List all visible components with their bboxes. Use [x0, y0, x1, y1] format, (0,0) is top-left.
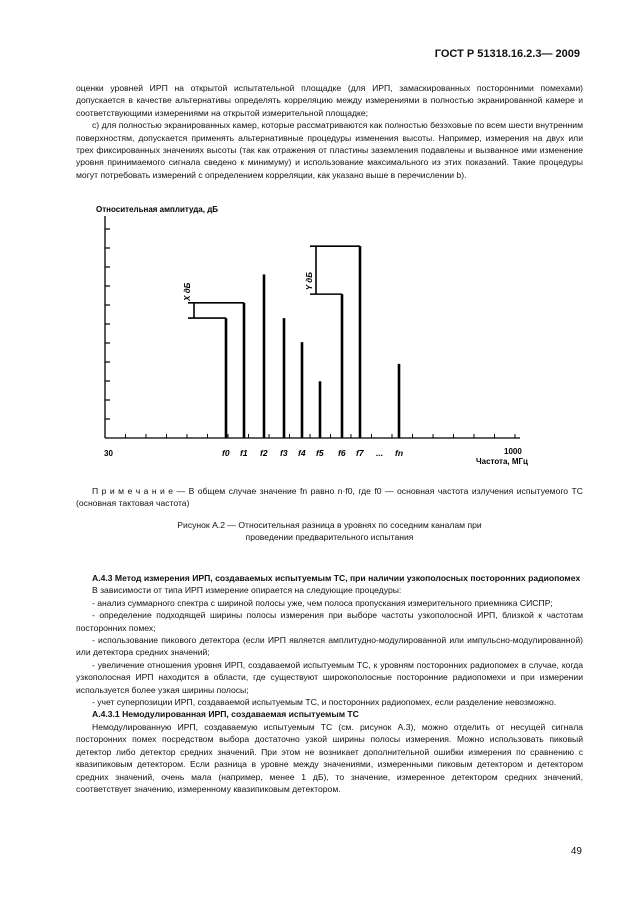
frequency-label: f5 — [316, 448, 324, 458]
paragraph: оценки уровней ИРП на открытой испытательной площадке (для ИРП, замаскированных посторонними помехами) допускается в качестве альтернативы определять корреляцию между измерениями в полностью экранированной камере и соответствующими измерениями на открытой измерительной площадке; — [76, 83, 583, 118]
top-text-block — [76, 82, 583, 181]
frequency-label: ... — [376, 448, 384, 458]
list-item: - учет суперпозиции ИРП, создаваемой испытуемым ТС, и посторонних радиопомех, если разделение невозможно. — [92, 697, 557, 708]
subsection-title: А.4.3.1 Немодулированная ИРП, создаваемая испытуемым ТС — [92, 709, 359, 720]
frequency-label: f0 — [222, 448, 230, 458]
level-annotations — [183, 246, 360, 318]
page-number: 49 — [570, 846, 582, 857]
list-item: - определение подходящей ширины полосы измерения при выборе частоты узкополосной ИРП, близкой к частотам посторонних помех; — [76, 610, 583, 633]
list-item: - использование пикового детектора (если ИРП является амплитудно-модулированной или импульсно-модулированной) или детектора средних значений; — [76, 635, 583, 658]
frequency-label: f2 — [260, 448, 268, 458]
caption-line: Рисунок А.2 — Относительная разница в уровнях по соседним каналам при — [177, 520, 482, 530]
annotation-y-db: Y дБ — [305, 272, 314, 291]
note-text: В общем случае значение fn равно n·f0, где f0 — основная частота излучения испытуемого ТС (основная тактовая частота) — [76, 486, 583, 509]
frequency-label: f1 — [240, 448, 248, 458]
figure-caption — [76, 519, 583, 544]
figure-ylabel: Относительная амплитуда, дБ — [96, 205, 219, 214]
paragraph: с) для полностью экранированных камер, которые рассматриваются как полностью безэховые по всем шести внутренним поверхностям, допускается применять альтернативные процедуры изменения высоты. Например, измерения на двух или трех фиксированных значениях высоты (так как отражения от пластины заземления подавлены и вызванное ими изменение уровня принимаемого сигнала сведено к минимуму) и использование максимального из этих показаний. Такие процедуры могут потребовать измерений с определением корреляции, как указано выше в перечислении b). — [76, 120, 583, 180]
subsection-text: Немодулированную ИРП, создаваемую испытуемым ТС (см. рисунок А.3), можно отделить от несущей сигнала посторонних помех посредством выбора достаточно узкой ширины полосы измерения. Можно использовать пиковый детектор либо детектор средних значений. При этом не возникает дополнительной ошибки измерения по сравнению с квазипиковым детектором. Если разница в уровне между значениями, измеренными пиковым детектором и детектором средних значений, очень мала (например, менее 1 дБ), то значение, измеренное детектором средних значений, соответствует значению, измеренному квазипиковым детектором. — [76, 721, 583, 794]
frequency-label: fn — [395, 448, 404, 458]
list-item: - увеличение отношения уровня ИРП, создаваемой испытуемым ТС, к уровням посторонних радиопомех в случае, когда узкополосная ИРП находится в области, где существуют широкополосные посторонние радиопомехи и при измерении используется более узкая ширины полосы; — [76, 659, 583, 695]
section-title: А.4.3 Метод измерения ИРП, создаваемых испытуемым ТС, при наличии узкополосных посторонних радиопомех — [92, 573, 581, 583]
frequency-label: f4 — [298, 448, 306, 458]
section-intro: В зависимости от типа ИРП измерение опирается на следующие процедуры: — [92, 585, 402, 596]
annotation-x-db: X дБ — [183, 282, 192, 301]
list-item: - анализ суммарного спектра с шириной полосы уже, чем полоса пропускания измерительного приемника СИСПР; — [92, 597, 553, 608]
frequency-label: f7 — [356, 448, 364, 458]
figure-note — [76, 485, 583, 510]
section-a43 — [76, 572, 583, 795]
figure-a2 — [90, 198, 560, 478]
frequency-label: f3 — [280, 448, 288, 458]
x-ticks — [105, 434, 515, 438]
x-end-label: 1000 — [504, 447, 522, 456]
frequency-label: f6 — [338, 448, 346, 458]
document-header: ГОСТ Р 51318.16.2.3— 2009 — [434, 48, 580, 60]
caption-line: проведении предварительного испытания — [245, 532, 414, 543]
figure-xlabel: Частота, МГц — [476, 457, 528, 466]
frequency-labels — [222, 448, 403, 458]
y-ticks — [105, 229, 110, 419]
x-start-label: 30 — [104, 449, 113, 458]
note-label: П р и м е ч а н и е — — [92, 486, 186, 496]
